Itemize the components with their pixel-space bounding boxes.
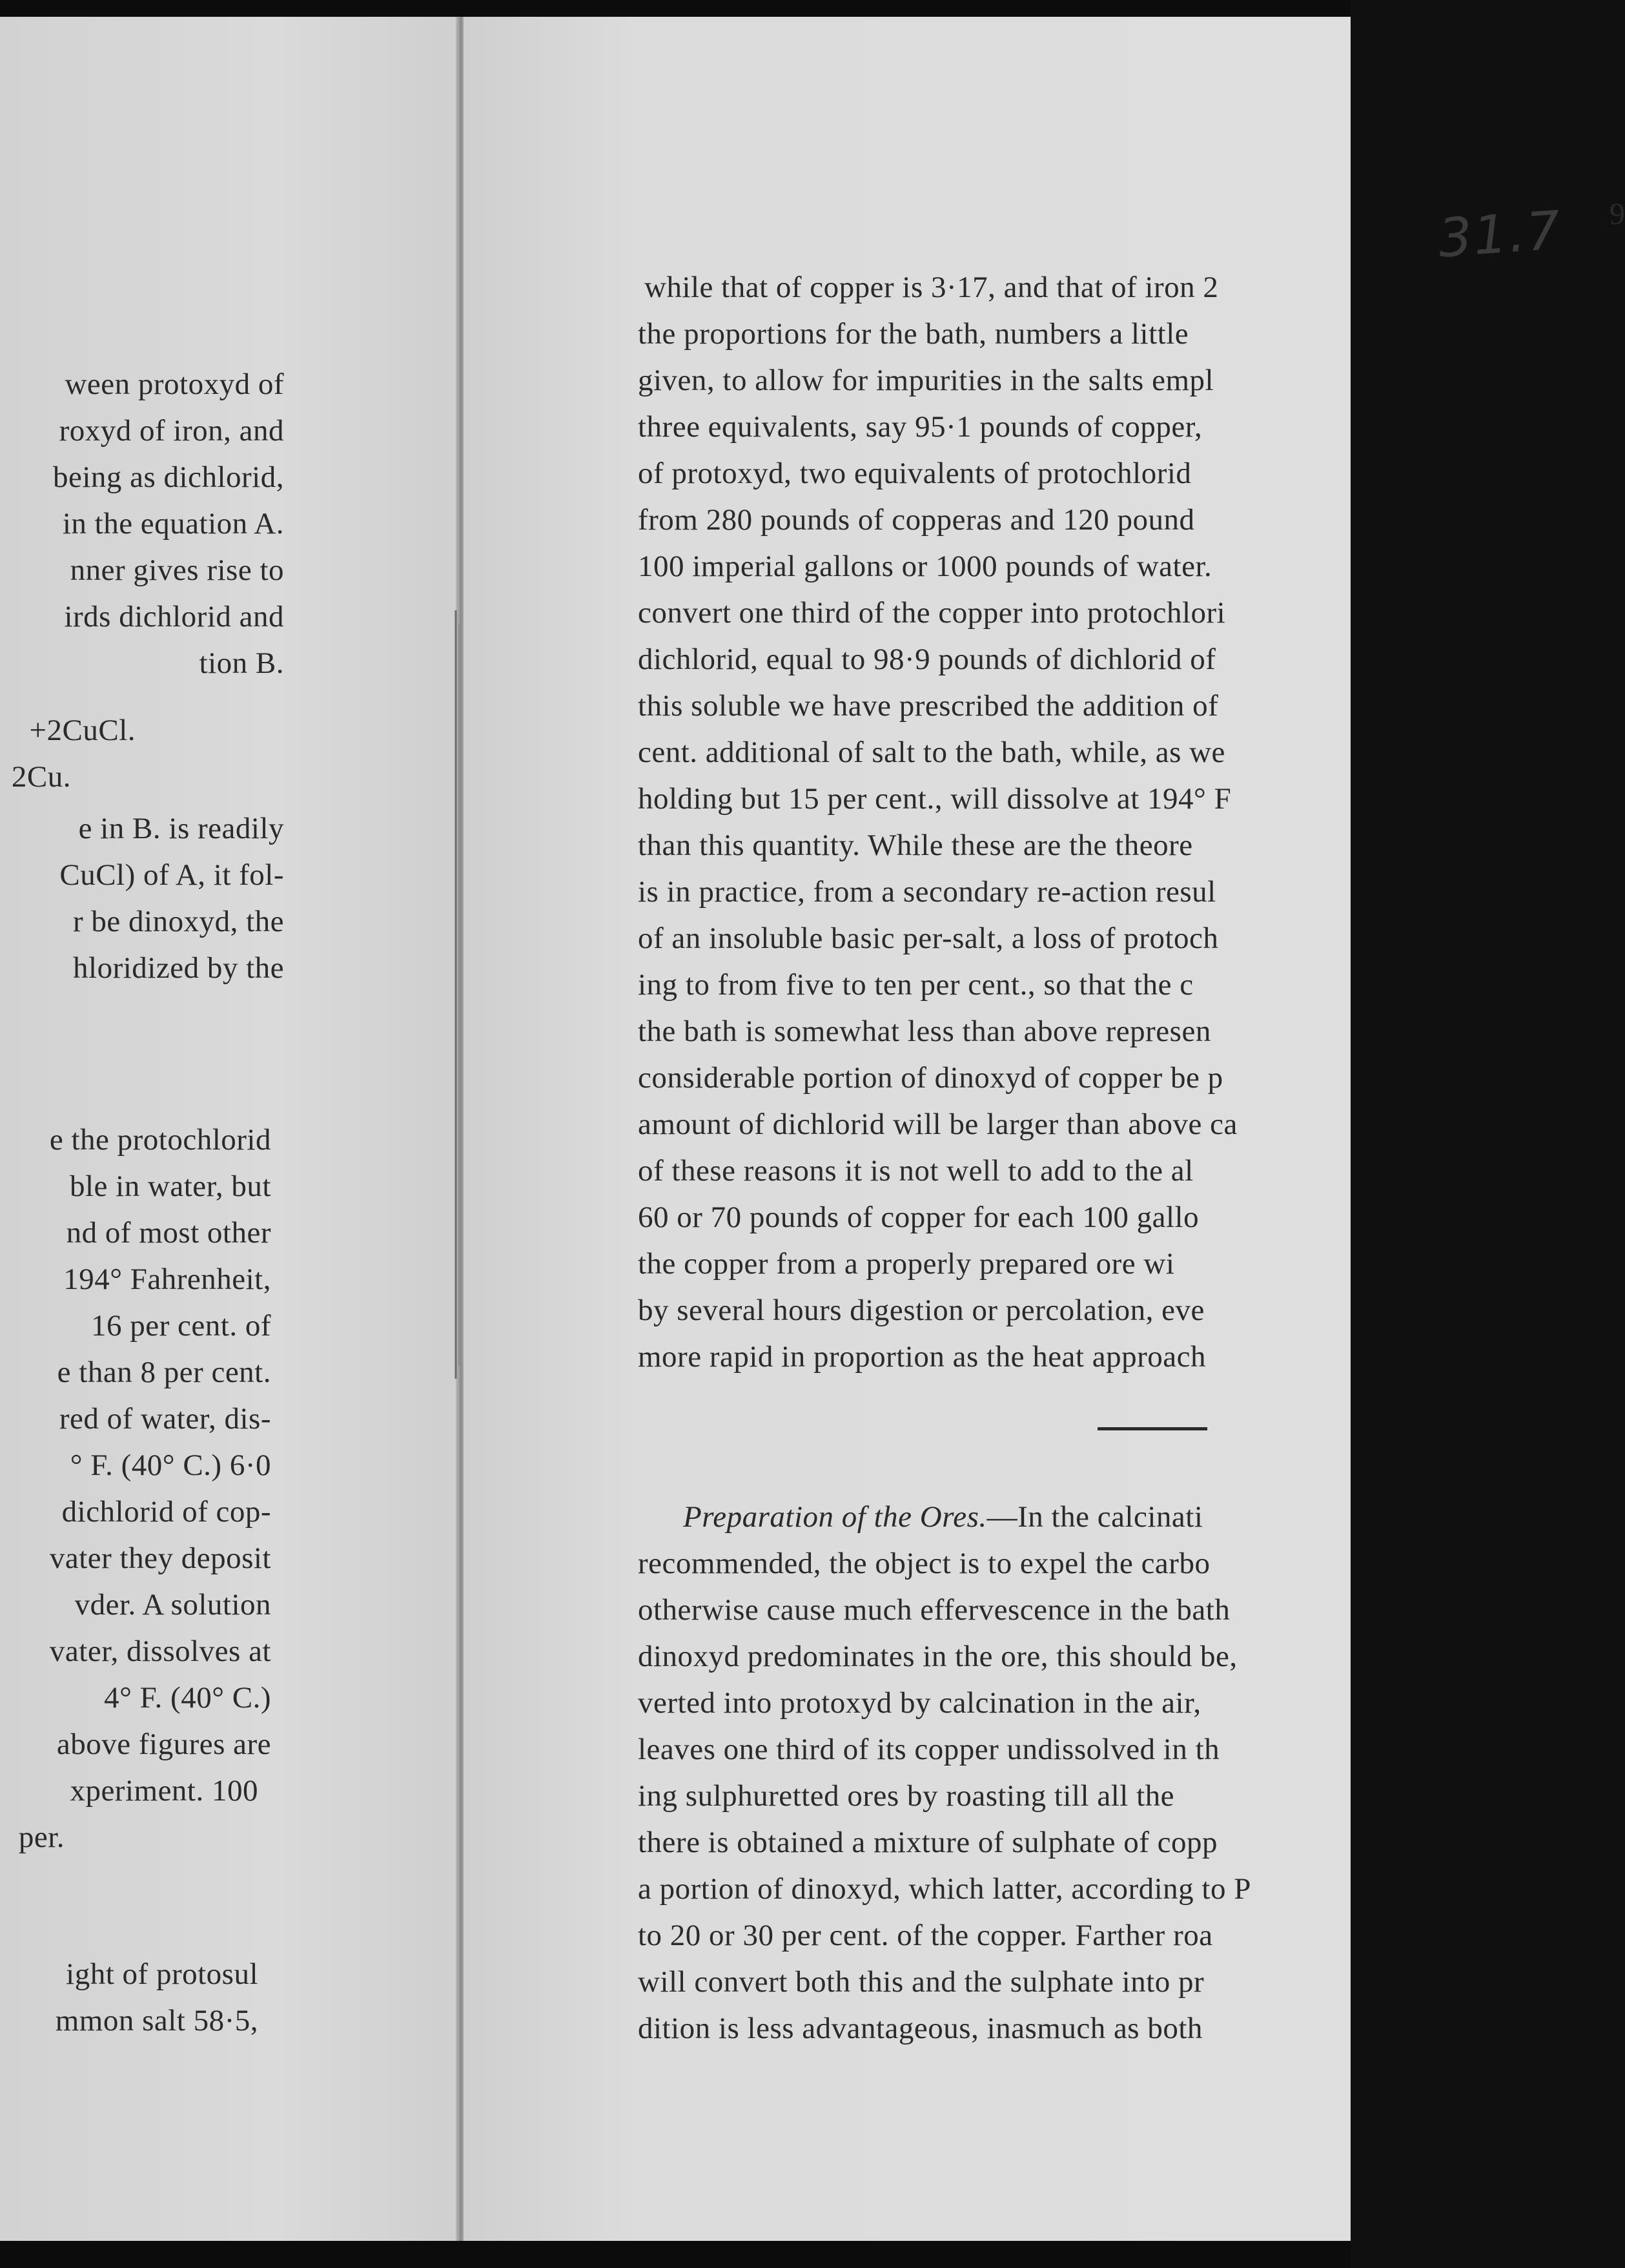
section-line: recommended, the object is to expel the carbo: [638, 1547, 1211, 1580]
right-page: [464, 17, 1625, 2241]
section-first-line: [683, 1502, 1203, 1532]
section-line: otherwise cause much effervescence in the bath: [638, 1593, 1231, 1627]
section-line: a portion of dinoxyd, which latter, according to P: [638, 1872, 1251, 1906]
right-line: three equivalents, say 95·1 pounds of copper,: [638, 410, 1203, 444]
section-heading-continuation: —In the calcinati: [986, 1500, 1203, 1534]
left-line: hloridized by the: [73, 951, 284, 985]
right-line: by several hours digestion or percolation, eve: [638, 1294, 1205, 1327]
handwritten-page-note: 31.7: [1436, 200, 1564, 270]
left-line: vater they deposit: [49, 1541, 271, 1575]
page-number: 9: [1610, 197, 1625, 231]
left-line: +2CuCl.: [29, 714, 136, 747]
left-line: irds dichlorid and: [64, 600, 284, 634]
bottom-border: [0, 2241, 1351, 2268]
left-page: [0, 17, 458, 2241]
right-line: cent. additional of salt to the bath, while, as we: [638, 736, 1225, 769]
right-line: considerable portion of dinoxyd of copper be p: [638, 1061, 1223, 1095]
right-line: amount of dichlorid will be larger than above ca: [638, 1108, 1238, 1141]
left-line: vater, dissolves at: [49, 1634, 271, 1668]
left-line: r be dinoxyd, the: [73, 905, 284, 938]
left-line: per.: [18, 1820, 65, 1854]
left-line: dichlorid of cop-: [61, 1495, 271, 1529]
left-line: e the protochlorid: [49, 1123, 271, 1157]
left-line: vder. A solution: [74, 1588, 271, 1622]
right-line: the copper from a properly prepared ore wi: [638, 1247, 1175, 1281]
left-line: 194° Fahrenheit,: [63, 1263, 271, 1296]
right-line: convert one third of the copper into protochlori: [638, 596, 1226, 630]
left-line: xperiment. 100: [70, 1774, 258, 1808]
right-line: more rapid in proportion as the heat approach: [638, 1340, 1206, 1374]
section-line: dition is less advantageous, inasmuch as both: [638, 2012, 1203, 2045]
right-line: this soluble we have prescribed the addition of: [638, 689, 1219, 723]
right-line: the bath is somewhat less than above represen: [638, 1015, 1211, 1048]
left-line: e than 8 per cent.: [57, 1356, 271, 1389]
right-line: the proportions for the bath, numbers a little: [638, 317, 1189, 351]
right-line: holding but 15 per cent., will dissolve at 194° F: [638, 782, 1232, 816]
right-line: 100 imperial gallons or 1000 pounds of water.: [638, 550, 1212, 583]
section-line: ing sulphuretted ores by roasting till all the: [638, 1779, 1174, 1813]
right-line: of these reasons it is not well to add to the al: [638, 1154, 1194, 1188]
right-line: given, to allow for impurities in the salts empl: [638, 364, 1214, 397]
section-line: leaves one third of its copper undissolved in th: [638, 1733, 1220, 1766]
right-line: 60 or 70 pounds of copper for each 100 gallo: [638, 1201, 1200, 1234]
left-line: ight of protosul: [66, 1957, 258, 1991]
left-line: mmon salt 58·5,: [55, 2004, 258, 2037]
left-line: CuCl) of A, it fol-: [59, 858, 284, 892]
left-line: in the equation A.: [62, 507, 284, 541]
section-line: verted into protoxyd by calcination in the air,: [638, 1686, 1201, 1720]
right-line: of protoxyd, two equivalents of protochlorid: [638, 457, 1192, 490]
left-line: nner gives rise to: [70, 553, 284, 587]
section-line: will convert both this and the sulphate into pr: [638, 1965, 1205, 1999]
left-column-text: [0, 17, 284, 2241]
section-line: dinoxyd predominates in the ore, this should be,: [638, 1640, 1238, 1673]
left-line: red of water, dis-: [59, 1402, 271, 1436]
left-line: nd of most other: [66, 1216, 271, 1250]
left-line: being as dichlorid,: [52, 460, 284, 494]
section-line: to 20 or 30 per cent. of the copper. Farther roa: [638, 1919, 1213, 1952]
right-line: while that of copper is 3·17, and that of iron 2: [644, 271, 1219, 304]
left-line: tion B.: [199, 646, 284, 680]
right-line: is in practice, from a secondary re-action resul: [638, 875, 1216, 909]
right-line: ing to from five to ten per cent., so that the c: [638, 968, 1194, 1002]
right-line: dichlorid, equal to 98·9 pounds of dichlorid of: [638, 643, 1216, 676]
left-line: ble in water, but: [69, 1170, 271, 1203]
right-line: than this quantity. While these are the theore: [638, 829, 1193, 862]
section-heading: Preparation of the Ores.: [683, 1500, 987, 1534]
left-line: e in B. is readily: [78, 812, 284, 845]
left-line: ° F. (40° C.) 6·0: [70, 1448, 271, 1482]
left-line: 2Cu.: [11, 760, 71, 794]
left-line: 4° F. (40° C.): [104, 1681, 271, 1715]
section-divider-rule: [1098, 1427, 1207, 1430]
left-line: 16 per cent. of: [91, 1309, 271, 1343]
binding-thread: [452, 610, 462, 1379]
left-line: ween protoxyd of: [65, 367, 284, 401]
top-border: [0, 0, 1351, 17]
right-line: from 280 pounds of copperas and 120 pound: [638, 503, 1195, 537]
right-line: of an insoluble basic per-salt, a loss of protoch: [638, 922, 1219, 955]
left-line: roxyd of iron, and: [59, 414, 284, 448]
right-column-text: [638, 17, 1351, 2241]
section-line: there is obtained a mixture of sulphate of copp: [638, 1826, 1218, 1859]
left-line: above figures are: [56, 1727, 271, 1761]
